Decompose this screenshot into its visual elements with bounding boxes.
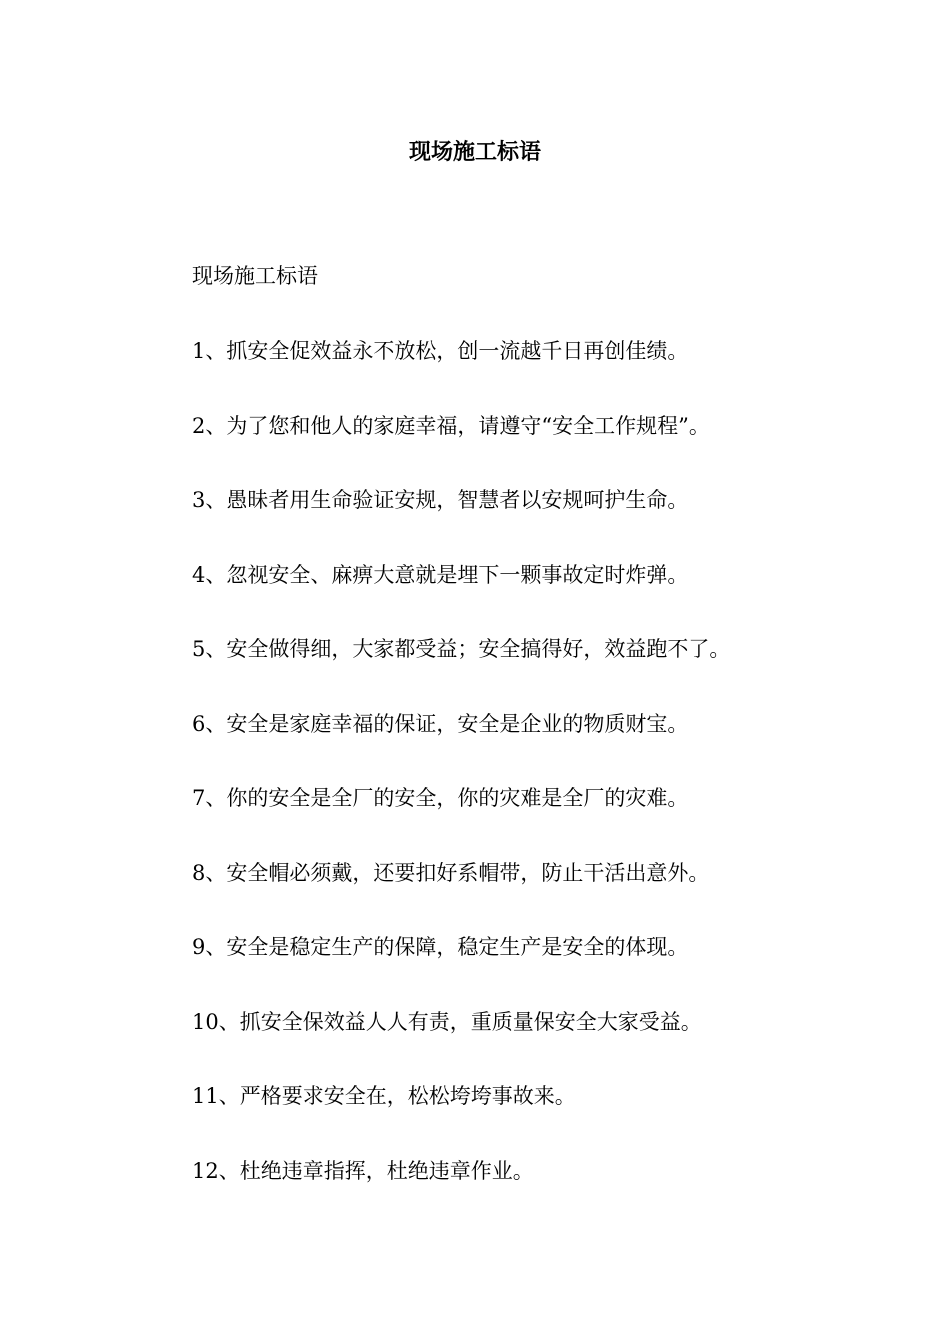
slogan-item: 11、严格要求安全在，松松垮垮事故来。	[192, 1084, 576, 1108]
slogan-item: 12、杜绝违章指挥，杜绝违章作业。	[192, 1158, 534, 1183]
document-title: 现场施工标语	[408, 139, 541, 165]
slogan-item: 9、安全是稳定生产的保障，稳定生产是安全的体现。	[192, 935, 689, 959]
slogan-item: 5、安全做得细，大家都受益；安全搞得好，效益跑不了。	[192, 637, 731, 661]
slogan-item: 6、安全是家庭幸福的保证，安全是企业的物质财宝。	[192, 711, 689, 736]
slogan-item: 10、抓安全保效益人人有责，重质量保安全大家受益。	[192, 1009, 702, 1034]
slogan-item: 3、愚昧者用生命验证安规，智慧者以安规呵护生命。	[192, 488, 689, 512]
slogan-list	[192, 333, 832, 1227]
slogan-item: 1、抓安全促效益永不放松，创一流越千日再创佳绩。	[192, 339, 689, 363]
section-heading: 现场施工标语	[192, 264, 318, 288]
slogan-item: 4、忽视安全、麻痹大意就是埋下一颗事故定时炸弹。	[192, 562, 689, 587]
slogan-item: 7、你的安全是全厂的安全，你的灾难是全厂的灾难。	[192, 786, 689, 810]
slogan-item: 2、为了您和他人的家庭幸福，请遵守“安全工作规程”。	[192, 413, 710, 438]
slogan-item: 8、安全帽必须戴，还要扣好系帽带，防止干活出意外。	[192, 860, 710, 885]
